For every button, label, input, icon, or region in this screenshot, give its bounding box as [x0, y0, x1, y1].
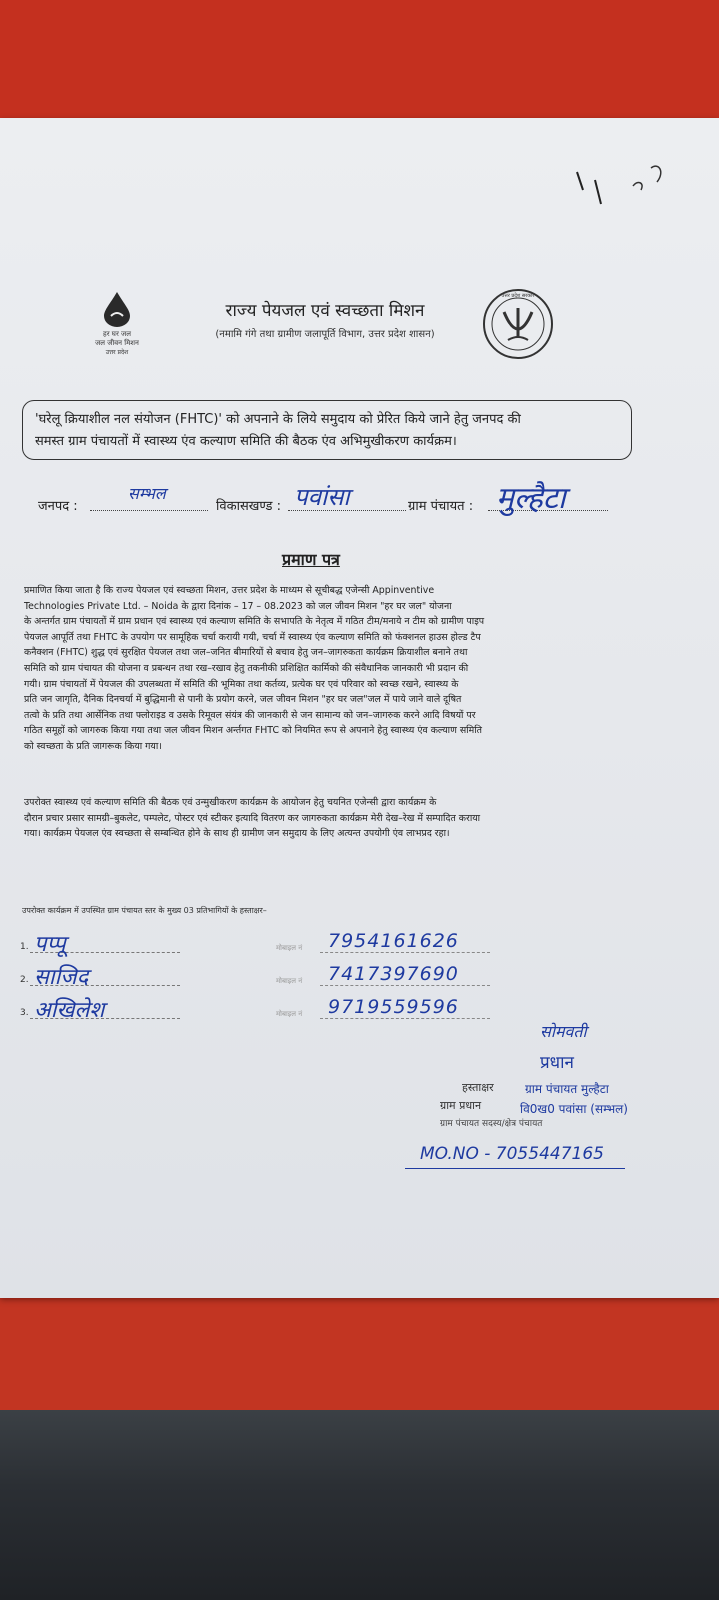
logo-caption-3: उत्तर प्रदेश	[105, 349, 129, 356]
svg-text:उत्तर प्रदेश सरकार: उत्तर प्रदेश सरकार	[501, 293, 535, 299]
signatory-name: अखिलेश	[34, 998, 105, 1023]
page-subtitle: (नमामि गंगे तथा ग्रामीण जलापूर्ति विभाग, उत्तर प्रदेश शासन)	[215, 329, 435, 340]
panchayat-value: मुल्हैटा	[496, 481, 566, 516]
signatory-mobile: 7954161626	[328, 930, 459, 952]
signatory-mobile: 9719559596	[328, 996, 459, 1018]
page-title: राज्य पेयजल एवं स्वच्छता मिशन	[225, 301, 425, 321]
banner-line-1: 'घरेलू क्रियाशील नल संयोजन (FHTC)' को अपनाने के लिये समुदाय को प्रेरित किये जाने हेतु जनपद की	[35, 412, 521, 427]
panchayat-label: ग्राम पंचायत :	[408, 499, 474, 514]
signatory-mobile: 7417397690	[328, 963, 459, 985]
member-label: ग्राम पंचायत सदस्य/क्षेत्र पंचायत	[440, 1119, 543, 1129]
district-value: सम्भल	[128, 484, 166, 503]
pen-scribble-marks	[575, 160, 695, 230]
certificate-title: प्रमाण पत्र	[282, 550, 340, 569]
document-header	[60, 286, 660, 366]
signatory-name: साजिद	[34, 965, 89, 990]
pradhan-mobile: MO.NO - 7055447165	[420, 1144, 604, 1164]
background-cloth	[0, 1410, 719, 1600]
signatory-row	[20, 930, 500, 960]
pradhan-title: प्रधान	[540, 1053, 574, 1073]
row-number: 2.	[20, 975, 29, 985]
signatories-intro: उपरोक्त कार्यक्रम में उपस्थित ग्राम पंचायत स्तर के मुख्य 03 प्रतिभागियों के हस्ताक्षर–	[22, 906, 267, 915]
signatory-name: पप्पू	[34, 932, 66, 957]
signatory-row	[20, 996, 500, 1026]
location-fields	[38, 481, 678, 524]
row-number: 3.	[20, 1008, 29, 1018]
certificate-paragraph-1: प्रमाणित किया जाता है कि राज्य पेयजल एवं स्वच्छता मिशन, उत्तर प्रदेश के माध्यम से सूचीबद्ध एजेन्सी Appinventive Technologies Private Ltd. – Noida के द्वारा दिनांक – 17 – 08.2023 को जल जीवन मिशन "हर घर जल" योजना के अन्तर्गत ग्राम पंचायतों में ग्राम प्रधान एवं स्वास्थ्य एवं कल्याण समिति के सभापति के नेतृत्व में गठित टीम/मनाये न टीम को ग्रामीण पाइप पेयजल आपूर्ति तथा FHTC के उपयोग पर सामूहिक चर्चा करायी गयी, चर्चा में स्वास्थ्य एंव कल्याण समिति को फंक्शनल हाउस होल्ड टैप कनैक्शन (FHTC) शुद्ध एवं सुरक्षित पेयजल तथा जल–जनित बीमारियों से बचाव हेतु जन–जागरुकता कार्यक्रम क्रियाशील बनाने तथा समिति को ग्राम पंचायत की योजना व प्रबन्धन तथा रख–रखाव हेतु तकनीकी प्रशिक्षित कार्मिको की संवैधानिक जानकारी भी प्रदान की गयी। ग्राम पंचायतों में पेयजल की उपलब्धता में समिति की भूमिका तथा कर्तव्य, प्रत्येक घर एवं परिवार को स्वच्छ रखने, स्वास्थ्य के प्रति जन जागृति, दैनिक दिनचर्या में बुद्धिमानी से पानी के प्रयोग करने, जल जीवन मिशन "हर घर जल"जल में पाये जाने वाले दूषित तत्वो के प्रति तथा आर्सेनिक तथा फ्लोराइड व उसके रिमूवल संयंत्र की जानकारी से जन सामान्य को जन–जागरुक करने आदि विषयों पर गठित समूहों को जागरुक किया गया तथा जल जीवन मिशन अर्न्तगत FHTC को नियमित रूप से अपनाने हेतु स्वास्थ्य एंव कल्याण समिति को स्वच्छता के प्रति जागरूक किया गया।	[24, 585, 485, 752]
program-banner	[22, 400, 632, 460]
har-ghar-jal-logo	[82, 290, 152, 356]
pradhan-signature: सोमवती	[540, 1022, 587, 1041]
row-number: 1.	[20, 942, 29, 952]
certificate-paragraph-2: उपरोक्त स्वास्थ्य एवं कल्याण समिति की बैठक एवं उन्मुखीकरण कार्यक्रम के आयोजन हेतु चयनित एजेन्सी द्वारा कार्यक्रम के दौरान प्रचार प्रसार सामग्री–बुकलेट, पम्पलेट, पोस्टर एवं स्टीकर इत्यादि वितरण कर जागरुकता कार्यक्रम मेरी देख–रेख में सम्पादित कराया गया। कार्यक्रम पेयजल एंव स्वच्छता से सम्बन्धित होने के साथ ही ग्रामीण जन समुदाय के लिए अत्यन्त उपयोगी एंव लाभप्रद रहा।	[24, 797, 481, 840]
logo-caption-2: जल जीवन मिशन	[95, 339, 139, 347]
mobile-label: मोबाइल नं	[276, 1010, 303, 1018]
panchayat-stamp-line-1: ग्राम पंचायत मुल्हैटा	[525, 1082, 609, 1096]
district-label: जनपद :	[38, 499, 78, 514]
gram-pradhan-label: ग्राम प्रधान	[440, 1099, 482, 1112]
mobile-label: मोबाइल नं	[276, 977, 303, 985]
up-government-emblem-icon	[480, 286, 556, 362]
banner-line-2: समस्त ग्राम पंचायतों में स्वास्थ्य एंव कल्याण समिति की बैठक एंव अभिमुखीकरण कार्यक्रम।	[35, 434, 457, 449]
signatory-row	[20, 963, 500, 993]
water-drop-icon	[100, 290, 134, 328]
mobile-label: मोबाइल नं	[276, 944, 303, 952]
block-label: विकासखण्ड :	[216, 499, 282, 514]
signature-label: हस्ताक्षर	[462, 1081, 494, 1094]
logo-caption-1: हर घर जल	[103, 330, 131, 338]
panchayat-stamp-line-2: वि0ख0 पवांसा (सम्भल)	[520, 1102, 628, 1116]
block-value: पवांसा	[294, 483, 350, 511]
